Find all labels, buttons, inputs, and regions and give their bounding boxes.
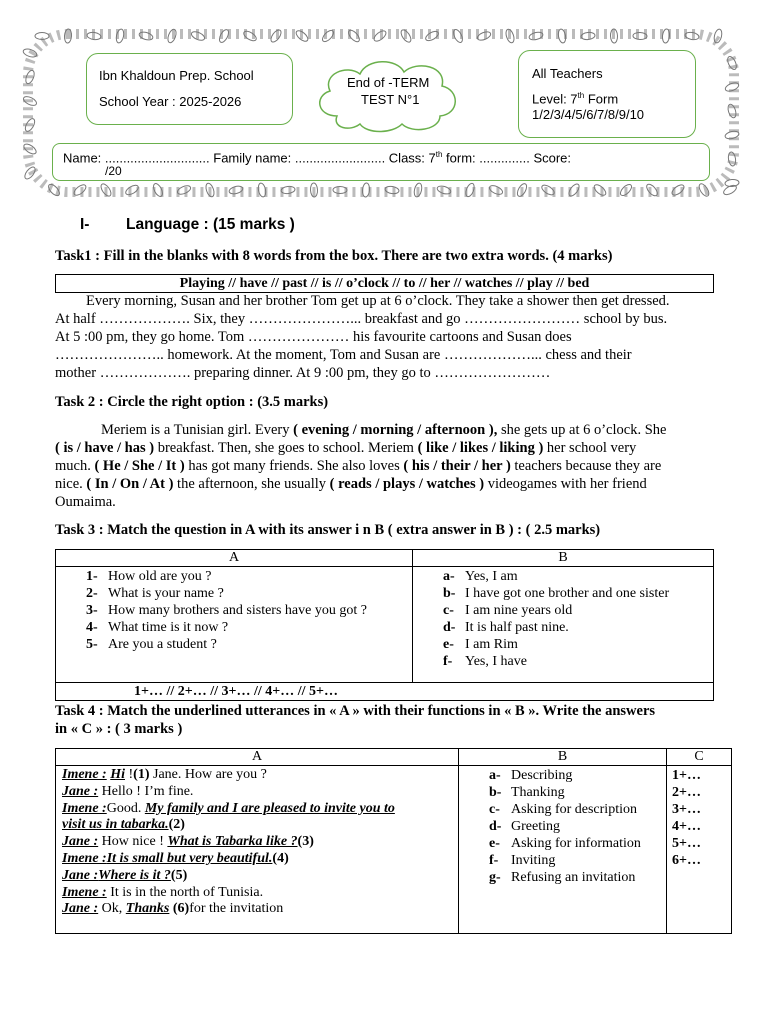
- dialogue-line: [62, 801, 458, 818]
- task4-instruction-line-1: Task 4 : Match the underlined utterances in « A » with their functions in « B ». Write the answers: [55, 703, 656, 719]
- option-group-6[interactable]: ( In / On / At ): [86, 476, 174, 492]
- teacher-info-box: [518, 50, 696, 138]
- teachers-label: All Teachers: [532, 66, 603, 81]
- item-marker: 1-: [86, 569, 98, 584]
- student-fields-line: Name: ............................. Family name: ......................... Class: 7th form: .............. Score:: [63, 150, 572, 166]
- task2-line-3: [55, 458, 661, 475]
- task1-text-line-5: mother ………………. preparing dinner. At 9 :00 pm, they go to ……………………: [55, 365, 551, 381]
- dialogue-line: [62, 834, 458, 851]
- task2-line-5: Oumaima.: [55, 494, 116, 510]
- item-text: What is your name ?: [108, 586, 224, 601]
- answer-item: [443, 585, 713, 602]
- function-item: [489, 852, 666, 869]
- underlined-utterance: Thanks: [125, 901, 170, 917]
- speaker-label: Jane :: [62, 834, 99, 850]
- section-number: I-: [80, 216, 90, 233]
- speaker-label: Imene :: [62, 800, 107, 816]
- dialogue-line: [62, 901, 458, 918]
- option-group-5[interactable]: ( his / their / her ): [403, 458, 511, 474]
- task1-word-box: Playing // have // past // is // o’clock // to // her // watches // play // bed: [55, 274, 714, 293]
- school-year: School Year : 2025-2026: [99, 94, 242, 109]
- option-group-7[interactable]: ( reads / plays / watches ): [329, 476, 485, 492]
- task1-instruction: Task1 : Fill in the blanks with 8 words from the box. There are two extra words. (4 marks): [55, 248, 613, 264]
- speaker-label: Imene :: [62, 767, 107, 782]
- task4-header-a: A: [56, 749, 459, 766]
- item-text: How many brothers and sisters have you got ?: [108, 603, 367, 618]
- speaker-label: Jane :: [62, 783, 99, 799]
- item-marker: d-: [443, 620, 456, 635]
- task3-header-b: B: [413, 550, 714, 567]
- item-text: How old are you ?: [108, 569, 212, 584]
- speaker-label: Jane :: [62, 867, 99, 883]
- dialogue-line: [62, 868, 458, 885]
- task2-text: her school very: [543, 440, 637, 456]
- speaker-label: Imene :: [62, 884, 107, 900]
- task4-dialogue: [56, 766, 459, 934]
- item-text: Refusing an invitation: [511, 870, 636, 885]
- school-name: Ibn Khaldoun Prep. School: [99, 68, 254, 83]
- task4-answers-list: [672, 767, 731, 869]
- item-text: What time is it now ?: [108, 620, 229, 635]
- dialogue-text: Hello ! I’m fine.: [98, 783, 194, 799]
- task1-text-line-2: At half ………………. Six, they …………………... breakfast and go …………………… school by bus.: [55, 311, 668, 327]
- answer-slot[interactable]: 3+…: [672, 802, 701, 817]
- task3-answer-row[interactable]: 1+… // 2+… // 3+… // 4+… // 5+…: [56, 683, 714, 701]
- student-info-box: [52, 143, 710, 181]
- task2-text: videogames with her friend: [484, 476, 647, 492]
- score-total: /20: [105, 164, 122, 178]
- task2-text: much.: [55, 458, 95, 474]
- task4-functions-list: [489, 767, 666, 886]
- dialogue-text: for the invitation: [189, 901, 284, 917]
- task2-text: teachers because they are: [510, 458, 662, 474]
- item-text: I have got one brother and one sister: [465, 586, 670, 601]
- item-text: Inviting: [511, 853, 556, 868]
- question-item: [86, 636, 412, 653]
- utterance-number: (2): [168, 817, 185, 833]
- item-marker: f-: [443, 654, 453, 669]
- task2-text: breakfast. Then, she goes to school. Meriem: [154, 440, 418, 456]
- function-item: [489, 801, 666, 818]
- dialogue-text: Good.: [106, 800, 145, 816]
- task2-text: nice.: [55, 476, 87, 492]
- item-marker: b-: [489, 785, 502, 800]
- item-text: It is half past nine.: [465, 620, 569, 635]
- item-marker: b-: [443, 586, 456, 601]
- item-text: Greeting: [511, 819, 560, 834]
- question-item: [86, 619, 412, 636]
- dialogue-line: [62, 885, 458, 902]
- option-group-2[interactable]: ( is / have / has ): [55, 440, 155, 456]
- answer-slot[interactable]: 4+…: [672, 819, 701, 834]
- item-marker: e-: [443, 637, 454, 652]
- dialogue-line: [62, 851, 458, 868]
- task4-instruction-line-2: in « C » : ( 3 marks ): [55, 721, 183, 737]
- item-text: Yes, I have: [465, 654, 527, 669]
- item-marker: e-: [489, 836, 500, 851]
- item-marker: a-: [443, 569, 455, 584]
- forms-label: 1/2/3/4/5/6/7/8/9/10: [532, 107, 645, 122]
- answer-slot[interactable]: 2+…: [672, 785, 701, 800]
- underlined-utterance: Hi: [110, 767, 125, 782]
- utterance-number: (1): [133, 767, 150, 782]
- task3-table: [55, 549, 714, 701]
- item-marker: 3-: [86, 603, 98, 618]
- dialogue-text: It is in the north of Tunisia.: [106, 884, 264, 900]
- underlined-utterance: visit us in tabarka.: [62, 817, 169, 833]
- task4-table: [55, 748, 732, 934]
- answer-item: [443, 568, 713, 585]
- question-item: [86, 602, 412, 619]
- answer-slot[interactable]: 1+…: [672, 768, 701, 783]
- utterance-number: (5): [170, 867, 188, 883]
- dialogue-line: [62, 784, 458, 801]
- function-item: [489, 869, 666, 886]
- underlined-utterance: What is Tabarka like ?: [167, 834, 298, 850]
- school-info-box: [86, 53, 293, 125]
- underlined-utterance: Where is it ?: [98, 867, 171, 883]
- speaker-label: Imene :: [62, 850, 107, 866]
- item-marker: 4-: [86, 620, 98, 635]
- dialogue-text: !: [125, 767, 134, 782]
- answer-item: [443, 602, 713, 619]
- dialogue-line: [62, 767, 458, 784]
- task1-text-line-3: At 5 :00 pm, they go home. Tom ………………… his favourite cartoons and Susan does: [55, 329, 572, 345]
- task3-questions-list: [86, 568, 412, 653]
- dialogue-line: [62, 817, 458, 834]
- option-group-3[interactable]: ( like / likes / liking ): [417, 440, 544, 456]
- function-item: [489, 818, 666, 835]
- underlined-utterance: My family and I are pleased to invite you to: [144, 800, 395, 816]
- answer-slot[interactable]: 5+…: [672, 836, 701, 851]
- item-text: Yes, I am: [465, 569, 518, 584]
- task3-instruction: Task 3 : Match the question in A with its answer i n B ( extra answer in B ) : ( 2.5 marks): [55, 522, 601, 538]
- test-title-line-2: TEST N°1: [361, 92, 420, 107]
- item-marker: g-: [489, 870, 501, 885]
- task2-text: has got many friends. She also loves: [184, 458, 404, 474]
- leaf-decoration: [424, 29, 440, 42]
- task2-instruction: Task 2 : Circle the right option : (3.5 marks): [55, 394, 329, 410]
- item-marker: c-: [489, 802, 500, 817]
- leaf-decoration: [242, 29, 258, 42]
- function-item: [489, 835, 666, 852]
- test-title-line-1: End of -TERM: [347, 75, 430, 90]
- utterance-number: (6): [169, 901, 190, 917]
- option-group-4[interactable]: ( He / She / It ): [94, 458, 185, 474]
- answer-item: [443, 619, 713, 636]
- answer-item: [443, 636, 713, 653]
- level-label: Level: 7th Form: [532, 91, 619, 107]
- task1-text-line-4: ………………….. homework. At the moment, Tom and Susan are ………………... chess and their: [55, 347, 632, 363]
- answer-slot[interactable]: 6+…: [672, 853, 701, 868]
- task2-text: Meriem is a Tunisian girl. Every: [101, 422, 294, 438]
- task2-text: she gets up at 6 o’clock. She: [497, 422, 667, 438]
- underlined-utterance: It is small but very beautiful.: [106, 850, 273, 866]
- task1-text-line-1: Every morning, Susan and her brother Tom get up at 6 o’clock. They take a shower then get dressed.: [86, 293, 670, 309]
- task2-line-4: [55, 476, 647, 493]
- utterance-number: (3): [297, 834, 314, 850]
- answer-item: [443, 653, 713, 670]
- task4-header-c: C: [667, 749, 732, 766]
- item-marker: 2-: [86, 586, 98, 601]
- task2-line-2: [55, 440, 636, 457]
- item-text: Asking for information: [511, 836, 641, 851]
- function-item: [489, 784, 666, 801]
- item-text: Thanking: [511, 785, 565, 800]
- task2-line-1: [101, 422, 666, 439]
- section-title: Language : (15 marks ): [126, 216, 295, 233]
- leaf-decoration: [540, 183, 556, 196]
- item-text: I am nine years old: [465, 603, 573, 618]
- task3-answers-list: [443, 568, 713, 670]
- item-text: Asking for description: [511, 802, 637, 817]
- utterance-number: (4): [272, 850, 289, 866]
- item-marker: f-: [489, 853, 499, 868]
- speaker-label: Jane :: [62, 901, 99, 917]
- leaf-decoration: [726, 55, 738, 71]
- question-item: [86, 585, 412, 602]
- item-marker: d-: [489, 819, 502, 834]
- item-text: I am Rim: [465, 637, 518, 652]
- dialogue-text: Ok,: [98, 901, 126, 917]
- task3-header-a: A: [56, 550, 413, 567]
- item-marker: 5-: [86, 637, 98, 652]
- item-marker: a-: [489, 768, 501, 783]
- option-group-1[interactable]: ( evening / morning / afternoon ),: [293, 422, 498, 438]
- task2-text: the afternoon, she usually: [173, 476, 330, 492]
- item-text: Are you a student ?: [108, 637, 217, 652]
- leaf-decoration: [176, 184, 192, 196]
- dialogue-text: Jane. How are you ?: [149, 767, 267, 782]
- dialogue-text: How nice !: [98, 834, 168, 850]
- question-item: [86, 568, 412, 585]
- task4-header-b: B: [459, 749, 667, 766]
- function-item: [489, 767, 666, 784]
- item-text: Describing: [511, 768, 573, 783]
- item-marker: c-: [443, 603, 454, 618]
